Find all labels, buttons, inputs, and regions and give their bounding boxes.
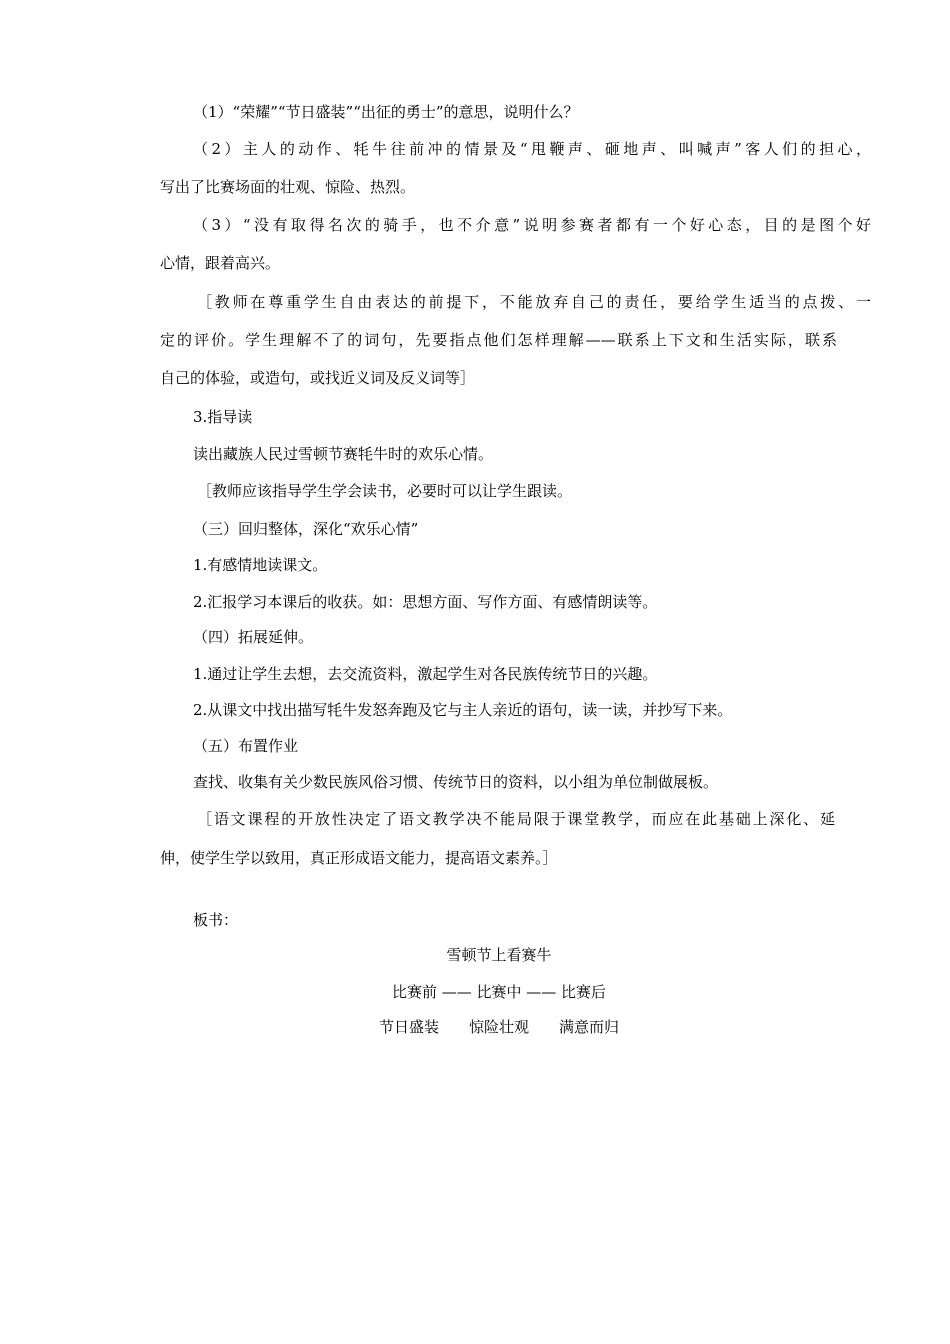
teacher-note-2: ［教师应该指导学生学会读书，必要时可以让学生跟读。 xyxy=(197,482,573,500)
homework-text: 查找、收集有关少数民族风俗习惯、传统节日的资料，以小组为单位制做展板。 xyxy=(193,773,719,791)
paragraph-3-line-2: 心情，跟着高兴。 xyxy=(160,254,281,272)
item-2: 2.汇报学习本课后的收获。如：思想方面、写作方面、有感情朗读等。 xyxy=(193,593,658,611)
teacher-note-1-line-1: ［教师在尊重学生自由表达的前提下，不能放弃自己的责任，要给学生适当的点拨、一 xyxy=(197,293,871,311)
paragraph-3-line-1: （3）“没有取得名次的骑手，也不介意”说明参赛者都有一个好心态，目的是图个好 xyxy=(193,216,871,234)
extension-item-1: 1.通过让学生去想，去交流资料，激起学生对各民族传统节日的兴趣。 xyxy=(193,665,658,683)
teacher-note-1-line-3: 自己的体验，或造句，或找近义词及反义词等］ xyxy=(160,369,476,387)
section-four-heading: （四）拓展延伸。 xyxy=(193,628,314,646)
paragraph-2-line-1: （2）主人的动作、牦牛往前冲的情景及“甩鞭声、砸地声、叫喊声”客人们的担心， xyxy=(193,140,871,158)
teacher-note-1-line-2: 定的评价。学生理解不了的词句，先要指点他们怎样理解——联系上下文和生活实际，联系 xyxy=(160,331,837,349)
teacher-note-3-line-2: 伸，使学生学以致用，真正形成语文能力，提高语文素养。］ xyxy=(160,849,558,867)
board-row-stages: 比赛前 —— 比赛中 —— 比赛后 xyxy=(391,983,607,1001)
section-3-heading: 3.指导读 xyxy=(193,408,253,426)
section-five-heading: （五）布置作业 xyxy=(193,737,299,755)
item-1: 1.有感情地读课文。 xyxy=(193,556,328,574)
section-three-heading: （三）回归整体，深化“欢乐心情” xyxy=(193,520,419,538)
board-row-descriptions xyxy=(0,1017,950,1037)
board-item-before: 节日盛装 xyxy=(378,1018,439,1036)
board-label: 板书： xyxy=(193,911,239,929)
board-item-during: 惊险壮观 xyxy=(468,1018,529,1036)
board-title: 雪顿节上看赛牛 xyxy=(446,946,552,964)
teacher-note-3-line-1: ［语文课程的开放性决定了语文教学决不能局限于课堂教学，而应在此基础上深化、延 xyxy=(197,810,835,828)
paragraph-2-line-2: 写出了比赛场面的壮观、惊险、热烈。 xyxy=(160,178,416,196)
extension-item-2: 2.从课文中找出描写牦牛发怒奔跑及它与主人亲近的语句，读一读，并抄写下来。 xyxy=(193,701,733,719)
board-item-after: 满意而归 xyxy=(559,1018,620,1036)
paragraph-1: （1）“荣耀”“节日盛装”“出征的勇士”的意思，说明什么？ xyxy=(193,103,579,121)
section-3-text: 读出藏族人民过雪顿节赛牦牛时的欢乐心情。 xyxy=(193,445,494,463)
